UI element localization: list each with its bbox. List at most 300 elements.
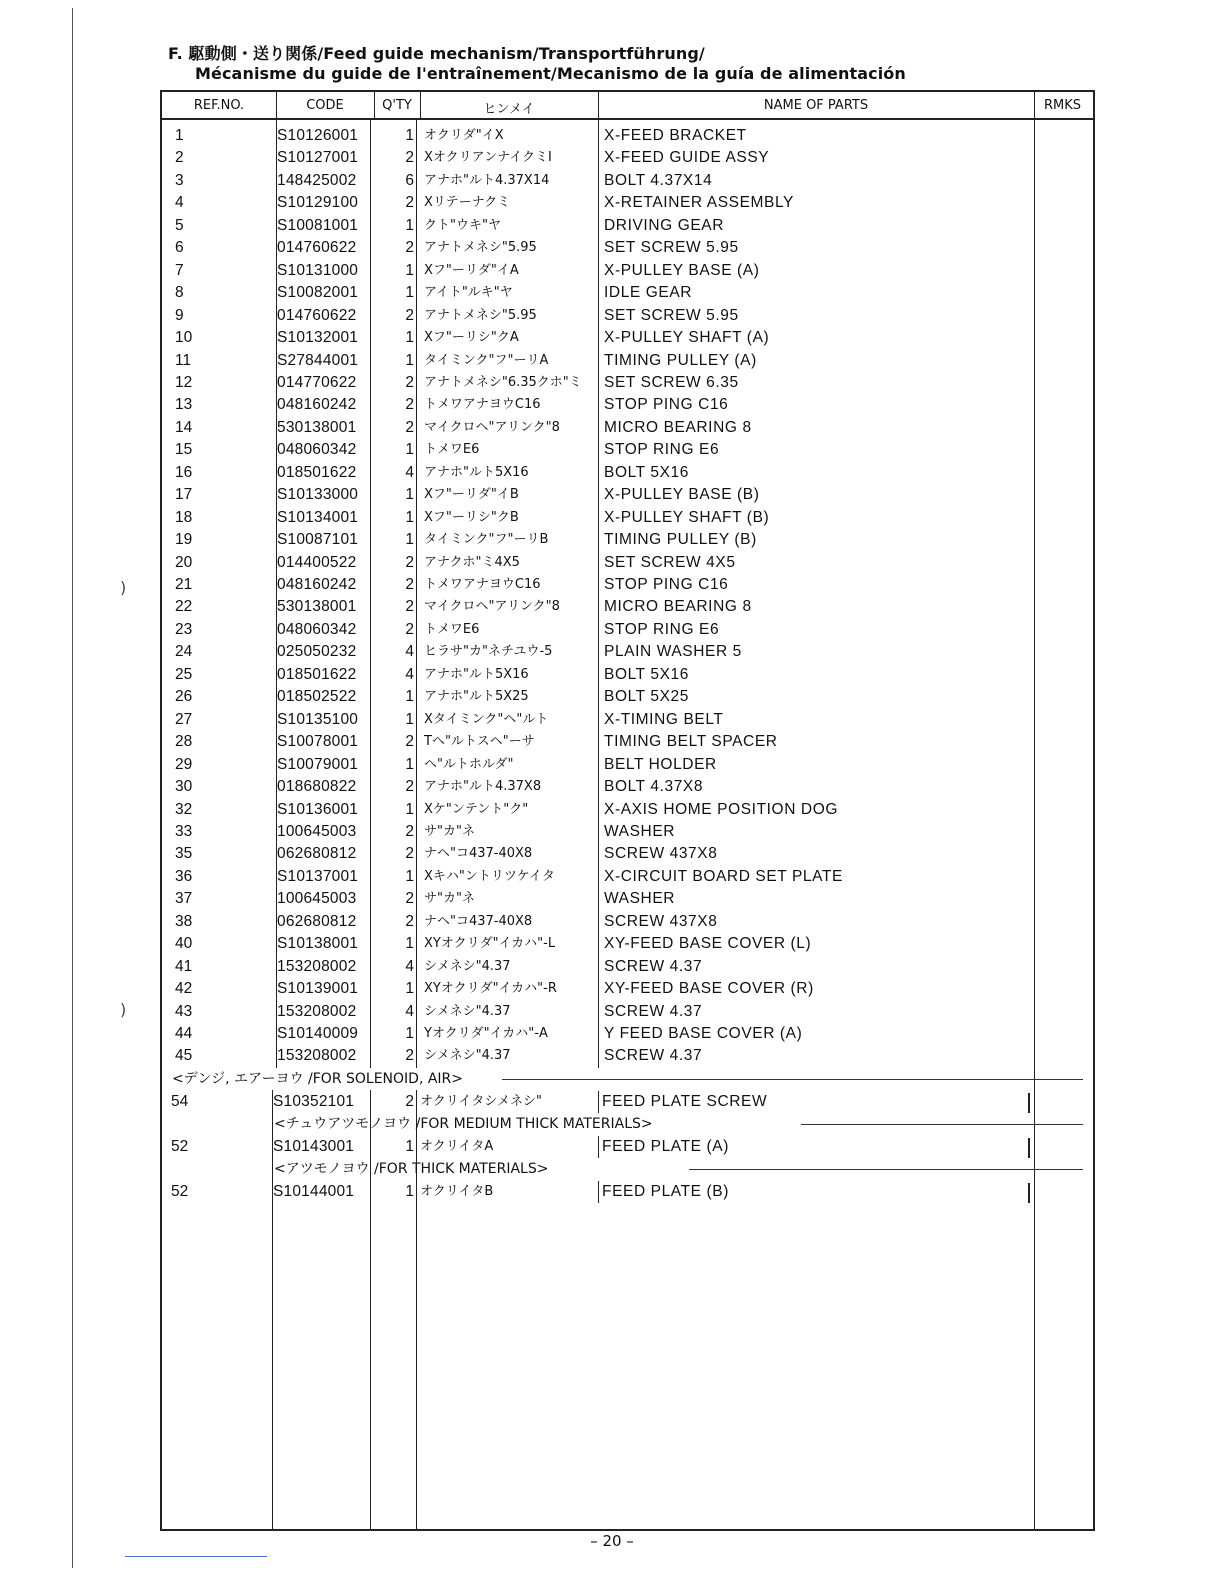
cell-kana: ヒラサ"カ"ネチユウ-5 [424, 644, 553, 660]
cell-code: S10082001 [277, 284, 359, 302]
table-row [162, 933, 1093, 955]
cell-qty: 1 [405, 755, 414, 773]
cell-kana: Xケ"ンテント"ク" [424, 801, 529, 817]
section-heading [172, 1068, 1083, 1090]
cell-code: S10132001 [277, 329, 359, 347]
cell-code: 025050232 [277, 643, 357, 661]
cell-ref: 16 [175, 463, 193, 481]
cell-ref: 12 [175, 373, 193, 391]
cell-ref: 3 [175, 171, 184, 189]
cell-code: S10134001 [277, 508, 359, 526]
cell-qty: 1 [405, 800, 414, 818]
cell-name: SCREW 4.37 [604, 957, 703, 975]
cell-qty: 2 [405, 418, 414, 436]
cell-ref: 13 [175, 396, 193, 414]
cell-qty: 1 [405, 1183, 414, 1200]
header-ref: REF.NO. [193, 98, 245, 113]
cell-name: X-AXIS HOME POSITION DOG [604, 800, 839, 818]
cell-code: 153208002 [277, 1002, 357, 1020]
cell-ref: 54 [171, 1093, 189, 1110]
cell-kana: シメネシ"4.37 [424, 1003, 511, 1019]
cell-qty: 1 [405, 329, 414, 347]
cell-kana: Xタイミンク"ヘ"ルト [424, 711, 549, 727]
table-row [162, 529, 1093, 551]
header-qty: Q'TY [382, 98, 412, 113]
cell-name: X-PULLEY BASE (B) [604, 486, 760, 504]
col-divider [420, 92, 421, 120]
cell-code: S10135100 [277, 710, 359, 728]
cell-ref: 41 [175, 957, 193, 975]
cell-qty: 1 [405, 1025, 414, 1042]
cell-kana: Xフ"ーリシ"クB [424, 509, 519, 525]
table-row [162, 484, 1093, 506]
table-row [162, 192, 1093, 214]
cell-ref: 15 [175, 441, 193, 459]
cell-code: S10127001 [277, 149, 359, 167]
table-row [162, 1045, 1093, 1067]
cell-ref: 7 [175, 261, 184, 279]
header-kana: ヒンメイ [483, 102, 535, 117]
table-row [162, 911, 1093, 933]
cell-qty: 1 [405, 351, 414, 369]
cell-ref: 27 [175, 710, 193, 728]
cell-code: S10087101 [277, 531, 359, 549]
cell-qty: 1 [405, 284, 414, 302]
table-row [162, 776, 1093, 798]
cell-code: S10078001 [277, 733, 359, 751]
cell-kana: タイミンク"フ"ーリB [424, 532, 549, 548]
cell-kana: クト"ウキ"ヤ [424, 217, 501, 233]
page-binding-line [72, 8, 73, 1568]
cell-ref: 52 [171, 1138, 189, 1155]
cell-qty: 4 [405, 1002, 414, 1020]
page-title [168, 44, 906, 84]
cell-name: FEED PLATE SCREW [598, 1091, 767, 1113]
cell-kana: トメワE6 [424, 621, 480, 637]
col-divider [374, 92, 375, 120]
cell-qty: 1 [405, 486, 414, 504]
cell-kana: アナトメネシ"5.95 [424, 307, 537, 323]
cell-kana: Xフ"ーリダ"イA [424, 262, 519, 278]
table-row [162, 215, 1093, 237]
title-line-2: Mécanisme du guide de l'entraînement/Mecanismo de la guía de alimentación [195, 64, 906, 83]
cell-qty: 1 [405, 935, 414, 953]
cell-qty: 1 [405, 216, 414, 234]
cell-code: S10126001 [277, 127, 359, 144]
cell-ref: 28 [175, 733, 193, 751]
cell-code: S10139001 [277, 980, 359, 998]
cell-qty: 1 [405, 441, 414, 459]
cell-code: 014760622 [277, 239, 357, 257]
cell-code: S10144001 [273, 1183, 355, 1200]
table-row [162, 888, 1093, 910]
cell-name: STOP PING C16 [604, 396, 729, 414]
cell-name: PLAIN WASHER 5 [604, 643, 742, 661]
cell-qty: 2 [405, 576, 414, 593]
cell-name: WASHER [604, 822, 676, 840]
cell-ref: 30 [175, 778, 193, 796]
table-row [162, 327, 1093, 349]
cell-code: 530138001 [277, 418, 357, 436]
table-row [162, 843, 1093, 865]
parts-table [160, 90, 1095, 1531]
cell-kana: Xリテーナクミ [424, 195, 511, 211]
cell-qty: 1 [405, 980, 414, 998]
cell-kana: シメネシ"4.37 [424, 1048, 511, 1064]
cell-code: S10129100 [277, 194, 359, 212]
cell-code: 062680812 [277, 912, 357, 930]
cell-qty: 4 [405, 643, 414, 661]
header-name: NAME OF PARTS [763, 98, 869, 113]
cell-name: X-RETAINER ASSEMBLY [604, 194, 794, 212]
cell-code: S10131000 [277, 261, 359, 279]
cell-code: 018501622 [277, 463, 357, 481]
cell-kana: Yオクリダ"イカハ"-A [424, 1026, 548, 1041]
cell-name: TIMING PULLEY (B) [604, 531, 757, 549]
cell-kana: サ"カ"ネ [424, 891, 475, 907]
cell-qty: 2 [405, 373, 414, 391]
cell-qty: 1 [405, 531, 414, 549]
cell-qty: 2 [405, 778, 414, 796]
footer-link-line [125, 1556, 267, 1557]
cell-name: SCREW 4.37 [604, 1047, 703, 1065]
cell-name: MICRO BEARING 8 [604, 418, 752, 436]
cell-qty: 2 [405, 845, 414, 863]
cell-ref: 38 [175, 912, 193, 930]
cell-qty: 2 [405, 149, 414, 167]
cell-kana: マイクロヘ"アリンク"8 [424, 599, 560, 615]
table-row [162, 664, 1093, 686]
cell-code: 530138001 [277, 598, 357, 616]
cell-ref: 35 [175, 845, 193, 863]
cell-kana: XオクリアンナイクミI [424, 150, 552, 166]
cell-name: BOLT 4.37X14 [604, 171, 713, 189]
cell-kana: オクリイタB [420, 1184, 494, 1199]
table-row [162, 1023, 1093, 1045]
cell-name: IDLE GEAR [604, 284, 693, 302]
table-row [162, 462, 1093, 484]
cell-ref: 4 [175, 194, 184, 212]
table-row [162, 596, 1093, 618]
header-code: CODE [306, 98, 344, 113]
table-row [162, 260, 1093, 282]
table-row [162, 1001, 1093, 1023]
header-rmks: RMKS [1043, 98, 1082, 113]
cell-code: 014760622 [277, 306, 357, 324]
cell-name: X-PULLEY SHAFT (A) [604, 329, 770, 347]
cell-qty: 4 [405, 957, 414, 975]
col-divider [276, 92, 277, 120]
cell-ref: 29 [175, 755, 193, 773]
margin-paren-mark: ) [120, 578, 127, 597]
cell-kana: アナトメネシ"5.95 [424, 240, 537, 256]
cell-kana: アナホ"ルト5X16 [424, 464, 529, 480]
cell-ref: 45 [175, 1047, 193, 1065]
table-row [162, 641, 1093, 663]
cell-ref: 21 [175, 576, 193, 593]
cell-code: S10079001 [277, 755, 359, 773]
cell-name: TIMING PULLEY (A) [604, 351, 757, 369]
cell-qty: 4 [405, 463, 414, 481]
cell-ref: 40 [175, 935, 193, 953]
cell-name: SET SCREW 4X5 [604, 553, 736, 571]
cell-code: 014400522 [277, 553, 357, 571]
cell-kana: オクリダ"イX [424, 128, 504, 143]
cell-code: 018501622 [277, 665, 357, 683]
cell-code: 100645003 [277, 822, 357, 840]
cell-name: BELT HOLDER [604, 755, 717, 773]
cell-ref: 36 [175, 867, 193, 885]
margin-paren-mark: ) [120, 1000, 127, 1019]
cell-kana: アナホ"ルト4.37X8 [424, 779, 542, 795]
cell-ref: 26 [175, 688, 193, 706]
cell-ref: 22 [175, 598, 193, 616]
cell-ref: 10 [175, 329, 193, 347]
cell-qty: 2 [405, 396, 414, 414]
cell-kana: マイクロヘ"アリンク"8 [424, 419, 560, 435]
cell-ref: 17 [175, 486, 193, 504]
cell-name: SCREW 4.37 [604, 1002, 703, 1020]
cell-qty: 2 [405, 620, 414, 638]
cell-kana: アナホ"ルト4.37X14 [424, 172, 550, 188]
cell-name: Y FEED BASE COVER (A) [604, 1025, 803, 1042]
cell-qty: 1 [405, 261, 414, 279]
cell-code: 153208002 [277, 957, 357, 975]
cell-code: 148425002 [277, 171, 357, 189]
table-row [162, 799, 1093, 821]
cell-ref: 6 [175, 239, 184, 257]
table-row [162, 754, 1093, 776]
table-row [162, 686, 1093, 708]
right-tick [1028, 1138, 1030, 1158]
cell-ref: 18 [175, 508, 193, 526]
cell-name: SCREW 437X8 [604, 912, 718, 930]
cell-name: SET SCREW 5.95 [604, 239, 739, 257]
cell-ref: 24 [175, 643, 193, 661]
section-label: <チュウアツモノヨウ /FOR MEDIUM THICK MATERIALS> [274, 1116, 653, 1132]
cell-code: 014770622 [277, 373, 357, 391]
cell-kana: アナクホ"ミ4X5 [424, 554, 520, 570]
cell-ref: 33 [175, 822, 193, 840]
cell-qty: 1 [405, 688, 414, 706]
cell-code: 100645003 [277, 890, 357, 908]
table-row [162, 305, 1093, 327]
cell-ref: 43 [175, 1002, 193, 1020]
cell-ref: 25 [175, 665, 193, 683]
cell-qty: 2 [405, 912, 414, 930]
cell-ref: 42 [175, 980, 193, 998]
cell-qty: 2 [405, 553, 414, 571]
cell-name: STOP RING E6 [604, 441, 720, 459]
cell-code: 062680812 [277, 845, 357, 863]
cell-code: 048160242 [277, 396, 357, 414]
cell-kana: オクリイタシメネシ" [420, 1094, 542, 1109]
cell-ref: 9 [175, 306, 184, 324]
table-row [162, 956, 1093, 978]
cell-kana: アイト"ルキ"ヤ [424, 285, 513, 301]
table-row [162, 147, 1093, 169]
table-row [162, 417, 1093, 439]
table-row [162, 709, 1093, 731]
cell-kana: トメワアナヨウC16 [424, 577, 541, 592]
cell-qty: 6 [405, 171, 414, 189]
cell-code: S10081001 [277, 216, 359, 234]
cell-kana: シメネシ"4.37 [424, 958, 511, 974]
cell-kana: アナトメネシ"6.35クホ"ミ [424, 374, 582, 390]
cell-code: 018680822 [277, 778, 357, 796]
table-header [162, 92, 1093, 120]
cell-kana: トメワアナヨウC16 [424, 397, 541, 413]
title-line-1: F. 駆動側・送り関係/Feed guide mechanism/Transportführung/ [168, 44, 705, 63]
cell-ref: 37 [175, 890, 193, 908]
cell-qty: 2 [405, 194, 414, 212]
cell-ref: 8 [175, 284, 184, 302]
cell-kana: XYオクリダ"イカハ"-R [424, 981, 557, 997]
cell-code: 153208002 [277, 1047, 357, 1065]
cell-qty: 1 [405, 710, 414, 728]
cell-ref: 44 [175, 1025, 193, 1042]
cell-name: BOLT 4.37X8 [604, 778, 704, 796]
right-tick [1028, 1183, 1030, 1203]
cell-kana: アナホ"ルト5X16 [424, 666, 529, 682]
cell-code: S10136001 [277, 800, 359, 818]
table-row [162, 866, 1093, 888]
cell-ref: 23 [175, 620, 193, 638]
table-row [162, 507, 1093, 529]
table-row [162, 125, 1093, 147]
cell-name: X-PULLEY BASE (A) [604, 261, 760, 279]
cell-qty: 2 [405, 822, 414, 840]
cell-kana: ナヘ"コ437-40X8 [424, 913, 533, 929]
cell-qty: 2 [405, 890, 414, 908]
cell-qty: 2 [405, 733, 414, 751]
cell-name: FEED PLATE (B) [598, 1181, 729, 1203]
cell-ref: 14 [175, 418, 193, 436]
cell-name: XY-FEED BASE COVER (R) [604, 980, 814, 998]
table-row [162, 731, 1093, 753]
table-row [162, 282, 1093, 304]
cell-name: BOLT 5X16 [604, 463, 689, 481]
table-row [162, 552, 1093, 574]
right-tick [1028, 1093, 1030, 1113]
cell-name: SET SCREW 5.95 [604, 306, 739, 324]
cell-kana: XYオクリダ"イカハ"-L [424, 936, 556, 952]
cell-name: BOLT 5X16 [604, 665, 689, 683]
cell-name: MICRO BEARING 8 [604, 598, 752, 616]
cell-code: 048160242 [277, 576, 357, 593]
cell-ref: 5 [175, 216, 184, 234]
cell-ref: 19 [175, 531, 193, 549]
table-row [162, 372, 1093, 394]
cell-name: DRIVING GEAR [604, 216, 725, 234]
table-row [162, 978, 1093, 1000]
cell-qty: 2 [405, 1093, 414, 1110]
table-row [162, 394, 1093, 416]
cell-qty: 2 [405, 239, 414, 257]
cell-name: X-TIMING BELT [604, 710, 724, 728]
cell-code: 018502522 [277, 688, 357, 706]
table-row [162, 1181, 1093, 1203]
cell-qty: 1 [405, 127, 414, 144]
cell-qty: 2 [405, 1047, 414, 1065]
cell-name: SET SCREW 6.35 [604, 373, 739, 391]
table-row [162, 350, 1093, 372]
cell-code: S10352101 [273, 1093, 355, 1110]
section-heading [274, 1158, 1083, 1180]
cell-name: X-PULLEY SHAFT (B) [604, 508, 770, 526]
cell-ref: 11 [175, 351, 192, 369]
table-row [162, 170, 1093, 192]
table-row [162, 439, 1093, 461]
cell-kana: トメワE6 [424, 442, 480, 458]
cell-ref: 2 [175, 149, 184, 167]
cell-name: X-FEED GUIDE ASSY [604, 149, 770, 167]
table-row [162, 821, 1093, 843]
cell-name: FEED PLATE (A) [598, 1136, 729, 1158]
cell-code: S10140009 [277, 1025, 359, 1042]
col-divider [598, 92, 599, 120]
cell-kana: Xキハ"ントリツケイタ [424, 868, 555, 884]
cell-kana: サ"カ"ネ [424, 823, 475, 839]
cell-name: SCREW 437X8 [604, 845, 718, 863]
cell-kana: ナヘ"コ437-40X8 [424, 846, 533, 862]
cell-name: WASHER [604, 890, 676, 908]
cell-name: STOP PING C16 [604, 576, 729, 593]
cell-ref: 52 [171, 1183, 189, 1200]
cell-qty: 1 [405, 1138, 414, 1155]
table-row [162, 574, 1093, 596]
cell-kana: ヘ"ルトホルダ" [424, 756, 514, 772]
cell-kana: アナホ"ルト5X25 [424, 689, 529, 705]
cell-code: S10138001 [277, 935, 359, 953]
cell-qty: 2 [405, 306, 414, 324]
cell-name: TIMING BELT SPACER [604, 733, 778, 751]
cell-qty: 4 [405, 665, 414, 683]
cell-kana: Xフ"ーリシ"クA [424, 330, 519, 346]
cell-name: XY-FEED BASE COVER (L) [604, 935, 812, 953]
cell-code: S27844001 [277, 351, 359, 369]
table-row [162, 619, 1093, 641]
cell-kana: オクリイタA [420, 1139, 494, 1154]
table-row [162, 1091, 1093, 1113]
section-rule [801, 1124, 1083, 1125]
section-heading [274, 1113, 1083, 1135]
section-label: <アツモノヨウ /FOR THICK MATERIALS> [274, 1161, 549, 1177]
table-row [162, 237, 1093, 259]
cell-qty: 2 [405, 598, 414, 616]
cell-ref: 1 [175, 127, 184, 144]
table-row [162, 1136, 1093, 1158]
cell-name: BOLT 5X25 [604, 688, 689, 706]
cell-kana: タイミンク"フ"ーリA [424, 352, 549, 368]
cell-kana: Xフ"ーリダ"イB [424, 487, 519, 503]
cell-code: 048060342 [277, 441, 357, 459]
cell-code: S10143001 [273, 1138, 355, 1155]
cell-code: S10137001 [277, 867, 359, 885]
cell-qty: 1 [405, 867, 414, 885]
cell-qty: 1 [405, 508, 414, 526]
cell-name: X-CIRCUIT BOARD SET PLATE [604, 867, 843, 885]
cell-name: X-FEED BRACKET [604, 127, 747, 144]
section-label: <デンジ, エアーヨウ /FOR SOLENOID, AIR> [172, 1071, 464, 1087]
cell-ref: 20 [175, 553, 193, 571]
section-rule [502, 1079, 1083, 1080]
cell-kana: Tヘ"ルトスヘ"ーサ [424, 734, 535, 750]
cell-code: S10133000 [277, 486, 359, 504]
cell-name: STOP RING E6 [604, 620, 720, 638]
cell-ref: 32 [175, 800, 193, 818]
cell-code: 048060342 [277, 620, 357, 638]
